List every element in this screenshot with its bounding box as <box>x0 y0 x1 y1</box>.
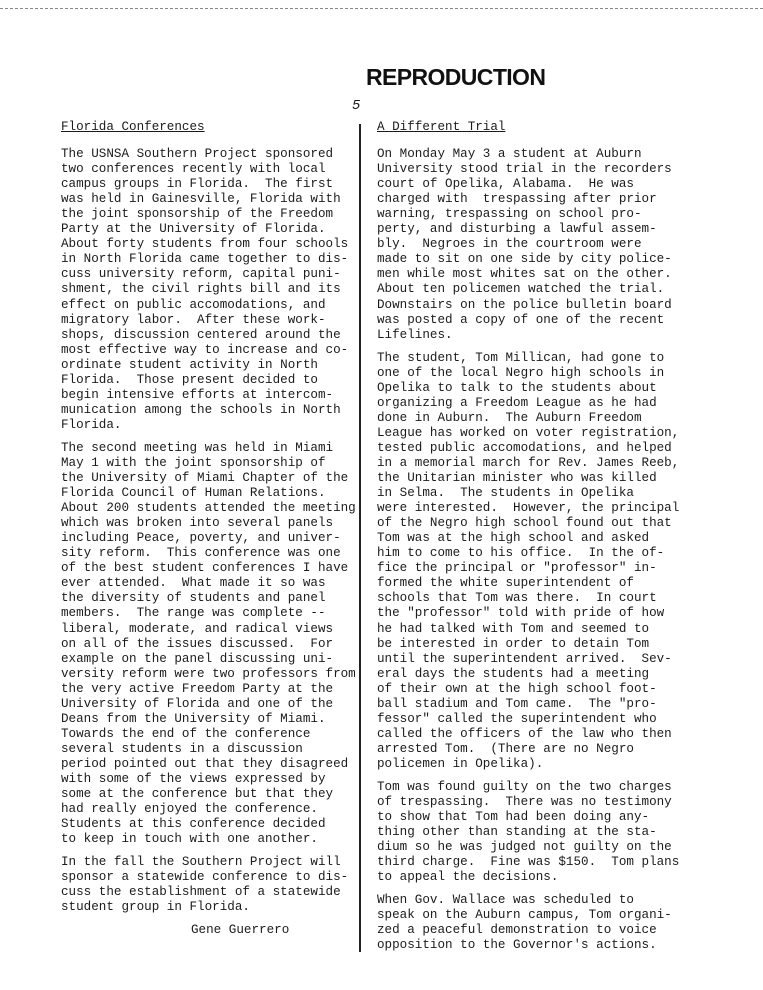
text-line: Students at this conference decided <box>61 817 326 832</box>
text-line: schools that Tom was there. In court <box>377 591 657 606</box>
text-line: made to sit on one side by city police- <box>377 252 672 267</box>
text-line: University of Florida and one of the <box>61 696 334 711</box>
text-line: sity reform. This conference was one <box>61 546 341 561</box>
text-line: third charge. Fine was $150. Tom plans <box>377 855 680 870</box>
page-top-edge <box>0 0 763 9</box>
text-line: done in Auburn. The Auburn Freedom <box>377 410 642 425</box>
text-line: effect on public accomodations, and <box>61 297 326 312</box>
column-divider <box>359 124 361 952</box>
paragraph <box>377 779 680 885</box>
text-line: The USNSA Southern Project sponsored <box>61 147 334 162</box>
text-line: had really enjoyed the conference. <box>61 802 318 817</box>
text-line: men while most whites sat on the other. <box>377 267 672 282</box>
text-line: charged with trespassing after prior <box>377 192 657 207</box>
text-line: fice the principal or "professor" in- <box>377 561 657 576</box>
article-heading-florida-conferences: Florida Conferences <box>61 120 205 134</box>
text-line: arrested Tom. (There are no Negro <box>377 741 634 756</box>
text-line: of their own at the high school foot- <box>377 681 657 696</box>
text-line: the diversity of students and panel <box>61 591 326 606</box>
text-line: Florida. Those present decided to <box>61 372 318 387</box>
text-line: in a memorial march for Rev. James Reeb, <box>377 455 680 470</box>
text-line: Lifelines. <box>377 327 453 342</box>
text-line: to appeal the decisions. <box>377 870 559 885</box>
text-line: of the best student conferences I have <box>61 561 349 576</box>
text-line: thing other than standing at the sta- <box>377 825 657 840</box>
text-line: Party at the University of Florida. <box>61 222 326 237</box>
text-line: The second meeting was held in Miami <box>61 440 334 455</box>
text-line: of the Negro high school found out that <box>377 516 672 531</box>
text-line: Downstairs on the police bulletin board <box>377 297 672 312</box>
right-column <box>377 120 680 961</box>
text-line: formed the white superintendent of <box>377 576 634 591</box>
text-line: League has worked on voter registration, <box>377 425 680 440</box>
text-line: liberal, moderate, and radical views <box>61 621 334 636</box>
paragraph <box>377 147 677 343</box>
text-line: of trespassing. There was no testimony <box>377 795 672 810</box>
text-line: one of the local Negro high schools in <box>377 365 665 380</box>
text-line: the Unitarian minister who was killed <box>377 471 657 486</box>
text-line: organizing a Freedom League as he had <box>377 395 657 410</box>
text-line: Tom was found guilty on the two charges <box>377 779 672 794</box>
text-line: which was broken into several panels <box>61 516 334 531</box>
paragraph <box>61 855 357 915</box>
text-line: in Selma. The students in Opelika <box>377 486 634 501</box>
text-line: tested public accomodations, and helped <box>377 440 672 455</box>
text-line: cuss the establishment of a statewide <box>61 885 341 900</box>
article-heading-a-different-trial: A Different Trial <box>377 120 506 134</box>
text-line: On Monday May 3 a student at Auburn <box>377 147 642 162</box>
text-line: on all of the issues discussed. For <box>61 636 334 651</box>
paragraph <box>61 147 357 433</box>
text-line: cuss university reform, capital puni- <box>61 267 341 282</box>
text-line: perty, and disturbing a lawful assem- <box>377 222 657 237</box>
text-line: the joint sponsorship of the Freedom <box>61 207 334 222</box>
text-line: were interested. However, the principal <box>377 501 680 516</box>
text-line: In the fall the Southern Project will <box>61 855 341 870</box>
text-line: Florida Council of Human Relations. <box>61 486 326 501</box>
text-line: with some of the views expressed by <box>61 771 326 786</box>
text-line: him to come to his office. In the of- <box>377 546 665 561</box>
text-line: Opelika to talk to the students about <box>377 380 657 395</box>
text-line: May 1 with the joint sponsorship of <box>61 455 326 470</box>
author-signature: Gene Guerrero <box>191 923 290 938</box>
text-line: The student, Tom Millican, had gone to <box>377 350 665 365</box>
text-line: versity reform were two professors from <box>61 666 356 681</box>
text-line: was posted a copy of one of the recent <box>377 312 665 327</box>
text-line: About forty students from four schools <box>61 237 349 252</box>
text-line: members. The range was complete -- <box>61 606 326 621</box>
text-line: the very active Freedom Party at the <box>61 681 334 696</box>
text-line: shops, discussion centered around the <box>61 327 341 342</box>
text-line: he had talked with Tom and seemed to <box>377 621 650 636</box>
text-line: migratory labor. After these work- <box>61 312 326 327</box>
reproduction-stamp: REPRODUCTION <box>366 64 546 90</box>
text-line: Towards the end of the conference <box>61 726 311 741</box>
text-line: When Gov. Wallace was scheduled to <box>377 893 634 908</box>
paragraph <box>377 350 680 772</box>
text-line: zed a peaceful demonstration to voice <box>377 923 657 938</box>
text-line: About ten policemen watched the trial. <box>377 282 665 297</box>
text-line: be interested in order to detain Tom <box>377 636 650 651</box>
text-line: munication among the schools in North <box>61 402 341 417</box>
text-line: eral days the students had a meeting <box>377 666 650 681</box>
text-line: Tom was at the high school and asked <box>377 531 650 546</box>
page-number: 5 <box>352 98 361 114</box>
text-line: called the officers of the law who then <box>377 726 672 741</box>
text-line: including Peace, poverty, and univer- <box>61 531 341 546</box>
text-line: bly. Negroes in the courtroom were <box>377 237 642 252</box>
text-line: sponsor a statewide conference to dis- <box>61 870 349 885</box>
text-line: campus groups in Florida. The first <box>61 177 334 192</box>
text-line: policemen in Opelika). <box>377 756 544 771</box>
text-line: dium so he was judged not guilty on the <box>377 840 672 855</box>
text-line: the University of Miami Chapter of the <box>61 471 349 486</box>
text-line: some at the conference but that they <box>61 787 334 802</box>
paragraph <box>61 441 357 847</box>
text-line: several students in a discussion <box>61 741 303 756</box>
text-line: shment, the civil rights bill and its <box>61 282 341 297</box>
left-column <box>61 120 357 938</box>
text-line: warning, trespassing on school pro- <box>377 207 642 222</box>
text-line: ever attended. What made it so was <box>61 576 326 591</box>
text-line: ball stadium and Tom came. The "pro- <box>377 696 657 711</box>
text-line: two conferences recently with local <box>61 162 326 177</box>
text-line: example on the panel discussing uni- <box>61 651 334 666</box>
text-line: period pointed out that they disagreed <box>61 756 349 771</box>
text-line: begin intensive efforts at intercom- <box>61 387 334 402</box>
text-line: Deans from the University of Miami. <box>61 711 326 726</box>
article-body-a-different-trial <box>377 147 680 953</box>
paragraph <box>377 893 677 953</box>
text-line: was held in Gainesville, Florida with <box>61 192 341 207</box>
text-line: Florida. <box>61 417 122 432</box>
text-line: in North Florida came together to dis- <box>61 252 349 267</box>
text-line: the "professor" told with pride of how <box>377 606 665 621</box>
text-line: student group in Florida. <box>61 900 250 915</box>
text-line: to keep in touch with one another. <box>61 832 318 847</box>
text-line: court of Opelika, Alabama. He was <box>377 177 634 192</box>
text-line: ordinate student activity in North <box>61 357 318 372</box>
text-line: to show that Tom had been doing any- <box>377 810 650 825</box>
article-body-florida-conferences <box>61 147 357 915</box>
text-line: opposition to the Governor's actions. <box>377 938 657 953</box>
text-line: most effective way to increase and co- <box>61 342 349 357</box>
text-line: About 200 students attended the meeting <box>61 501 356 516</box>
text-line: University stood trial in the recorders <box>377 162 672 177</box>
text-line: fessor" called the superintendent who <box>377 711 657 726</box>
text-line: speak on the Auburn campus, Tom organi- <box>377 908 672 923</box>
text-line: until the superintendent arrived. Sev- <box>377 651 672 666</box>
